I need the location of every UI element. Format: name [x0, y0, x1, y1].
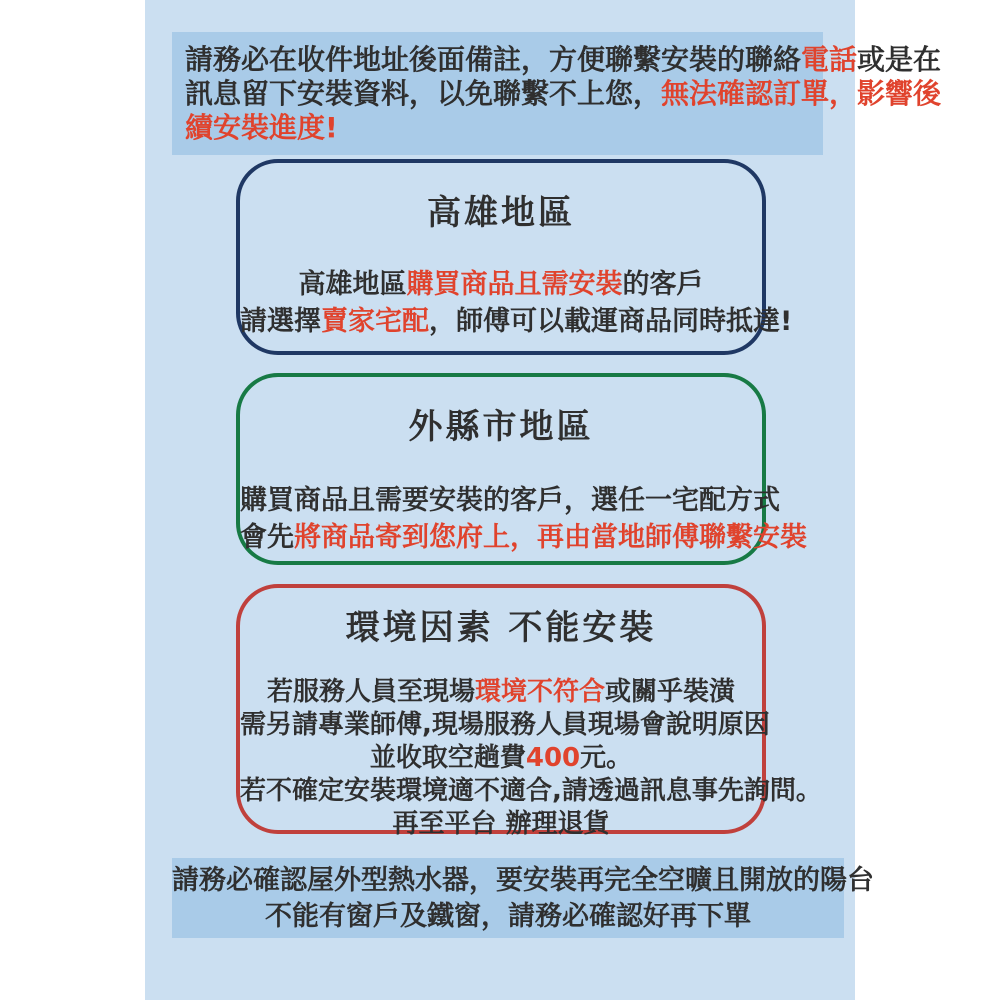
- box-other-counties-title: 外縣市地區: [408, 407, 594, 447]
- top-contact-notice: 請務必在收件地址後面備註，方便聯繫安裝的聯絡電話或是在 訊息留下安裝資料，以免聯繫不上您，無法確認訂單，影響後 續安裝進度!: [172, 32, 823, 155]
- box-environment-cannot-install: [236, 584, 822, 839]
- blue-content-panel: [145, 0, 942, 1000]
- bottom-water-heater-notice: 請務必確認屋外型熱水器，要安裝再完全空曠且開放的陽台 不能有窗戶及鐵窗，請務必確認好再下單: [172, 858, 844, 938]
- box-environment-body: 若服務人員至現場環境不符合或關乎裝潢 需另請專業師傅,現場服務人員現場會說明原因 並收取空趟費400元。 若不確定安裝環境適不適合,請透過訊息事先詢問。 再至平台 辦理退貨: [240, 677, 822, 839]
- box-environment-title: 環境因素 不能安裝: [345, 608, 657, 648]
- box-kaohsiung-title: 高雄地區: [427, 193, 575, 233]
- box-other-counties-body: 購買商品且需要安裝的客戶，選任一宅配方式 會先將商品寄到您府上，再由當地師傅聯繫安裝: [240, 485, 807, 553]
- box-other-counties-area: [236, 373, 807, 565]
- box-kaohsiung-body: 高雄地區購買商品且需安裝的客戶 請選擇賣家宅配，師傅可以載運商品同時抵達!: [240, 269, 793, 337]
- box-kaohsiung-area: [236, 159, 793, 355]
